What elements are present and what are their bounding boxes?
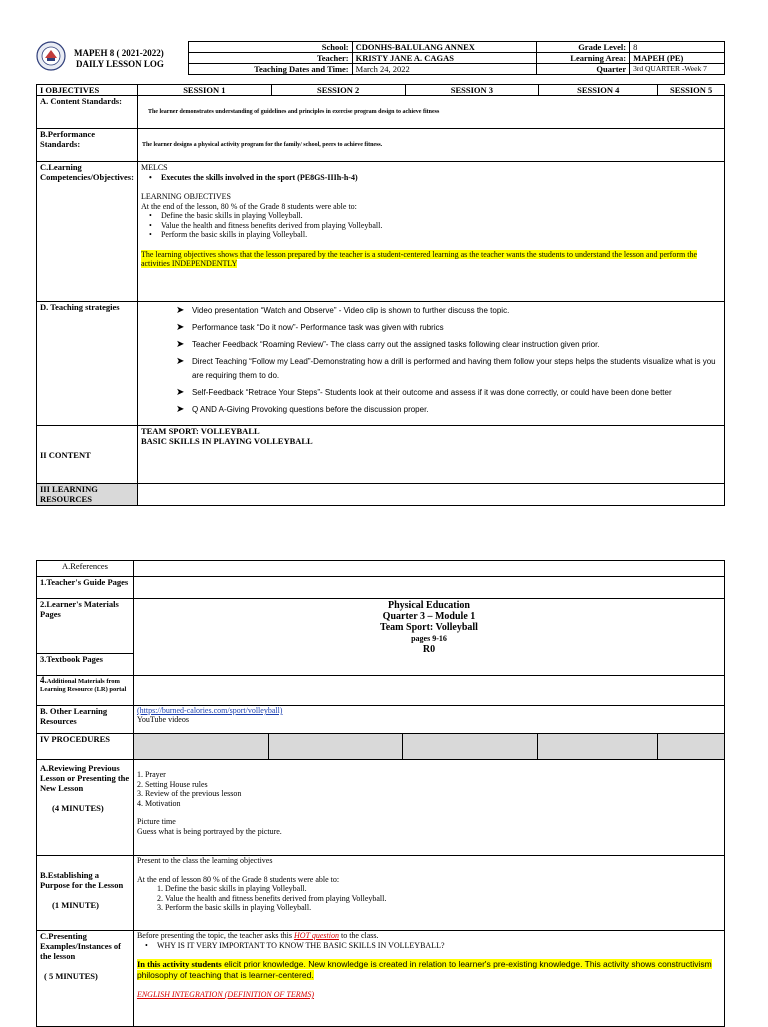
procedure-a-cell	[37, 760, 134, 856]
learners-materials-label: 2.Learner's Materials Pages	[37, 599, 134, 654]
grade-label: Grade Level:	[537, 42, 630, 53]
list-item: 1. Define the basic skills in playing Volleyball.	[165, 884, 721, 894]
teacher-value: KRISTY JANE A. CAGAS	[352, 53, 537, 64]
content-standards-text: The learner demonstrates understanding of guidelines and principles in exercise program design to achieve fitness	[147, 109, 440, 115]
school-label: School:	[189, 42, 353, 53]
procedure-c-intro-pre: Before presenting the topic, the teacher asks this	[136, 931, 295, 940]
strategies-list	[174, 304, 721, 417]
learning-objectives-intro: At the end of the lesson, 80 % of the Grade 8 students were able to:	[140, 201, 357, 211]
other-resources-link[interactable]: (https://burned-calories.com/sport/volleyball)	[136, 706, 283, 715]
hot-question-label: HOT question	[294, 931, 339, 940]
picture-time-instruction: Guess what is being portrayed by the picture.	[136, 826, 282, 836]
strategy-item: ➤ Q AND A-Giving Provoking questions before the discussion proper.	[174, 403, 721, 417]
module-topic: Team Sport: Volleyball	[379, 622, 478, 633]
module-subject: Physical Education	[387, 600, 470, 611]
header-table	[188, 41, 725, 75]
deped-seal-logo	[36, 41, 66, 71]
learning-resources-label: III LEARNING RESOURCES	[37, 484, 138, 506]
log-title-line1: MAPEH 8 ( 2021-2022)	[74, 48, 164, 58]
strategy-item: ➤ Teacher Feedback “Roaming Review”- The class carry out the assigned tasks following clear instruction given prior.	[174, 338, 721, 352]
competencies-label: C.Learning Competencies/Objectives:	[37, 162, 138, 302]
list-item: • Define the basic skills in playing Volleyball.	[141, 211, 721, 221]
performance-standards-text: The learner designs a physical activity program for the family/ school, peers to achieve fitness.	[141, 142, 383, 148]
procedure-b-end: At the end of lesson 80 % of the Grade 8 students were able to:	[136, 874, 340, 884]
module-quarter: Quarter 3 – Module 1	[382, 611, 476, 622]
teacher-label: Teacher:	[189, 53, 353, 64]
strategy-item: ➤ Direct Teaching “Follow my Lead”-Demonstrating how a drill is performed and having them follow your steps helps the students visualize what is you are requiring them to do.	[174, 355, 721, 383]
procedure-c-label: C.Presenting Examples/Instances of the lesson	[40, 931, 121, 961]
module-pages: pages 9-16	[411, 634, 447, 643]
procedure-b-list	[137, 884, 721, 913]
additional-materials-label	[37, 676, 134, 706]
strategy-item: ➤ Performance task “Do it now”- Performance task was given with rubrics	[174, 321, 721, 335]
list-item: 2. Setting House rules	[136, 779, 208, 789]
procedure-c-intro-post: to the class.	[338, 931, 379, 940]
hot-question: • WHY IS IT VERY IMPORTANT TO KNOW THE BASIC SKILLS IN VOLLEYBALL?	[137, 941, 721, 951]
english-integration: ENGLISH INTEGRATION (DEFINITION OF TERMS)	[136, 990, 314, 999]
constructivism-note	[137, 959, 721, 981]
session-4-header: SESSION 4	[539, 85, 658, 96]
list-item: 4. Motivation	[136, 798, 181, 808]
log-title	[74, 48, 184, 70]
procedure-a-time: (4 MINUTES)	[52, 803, 104, 813]
picture-time: Picture time	[136, 817, 176, 826]
other-resources-label: B. Other Learning Resources	[37, 706, 134, 734]
procedure-b-cell	[37, 856, 134, 931]
session-2-header: SESSION 2	[271, 85, 405, 96]
area-label: Learning Area:	[537, 53, 630, 64]
learning-resources-cell	[137, 484, 724, 506]
strategy-item: ➤ Video presentation “Watch and Observe” - Video clip is shown to further discuss the topic.	[174, 304, 721, 318]
list-item: 1. Prayer	[136, 770, 166, 779]
list-item: • Perform the basic skills in playing Volleyball.	[141, 230, 721, 240]
school-value: CDONHS-BALULANG ANNEX	[352, 42, 537, 53]
constructivism-note-rest: elicit prior knowledge. New knowledge is created in relation to learner's pre-existing knowledge. This activity shows constructivism philosophy of teaching that is learner-centered.	[136, 959, 712, 980]
teachers-guide-label: 1.Teacher's Guide Pages	[37, 577, 134, 599]
list-item: 2. Value the health and fitness benefits derived from playing Volleyball.	[165, 894, 721, 904]
strategy-item: ➤ Self-Feedback “Retrace Your Steps”- Students look at their outcome and assess if it was done correctly, or could have been done better	[174, 386, 721, 400]
list-item: 3. Perform the basic skills in playing Volleyball.	[165, 903, 721, 913]
procedures-label: IV PROCEDURES	[37, 734, 134, 760]
objectives-heading: I OBJECTIVES	[37, 85, 138, 96]
other-resources-text: YouTube videos	[136, 715, 189, 724]
melc-item: • Executes the skills involved in the sport (PE8GS-IIIh-h-4)	[141, 173, 721, 183]
content-label: II CONTENT	[37, 426, 138, 484]
additional-materials-num: 4.	[40, 675, 47, 685]
textbook-label: 3.Textbook Pages	[37, 654, 134, 676]
teaching-strategies-label: D. Teaching strategies	[37, 302, 138, 426]
dates-value: March 24, 2022	[352, 64, 537, 75]
student-centered-note: The learning objectives shows that the lesson prepared by the teacher is a student-centered learning as the teacher wants the students to understand the lesson and perform the activities INDEPENDENTLY	[140, 249, 697, 268]
lesson-table-1	[36, 84, 725, 506]
constructivism-note-lead: In this activity students	[136, 959, 222, 969]
session-3-header: SESSION 3	[405, 85, 539, 96]
melcs-heading: MELCS	[140, 163, 168, 172]
session-1-header: SESSION 1	[137, 85, 271, 96]
procedure-b-intro: Present to the class the learning objectives	[136, 856, 273, 865]
procedure-a-label: A.Reviewing Previous Lesson or Presenting the New Lesson	[40, 763, 130, 793]
session-5-header: SESSION 5	[658, 85, 725, 96]
content-line-2: BASIC SKILLS IN PLAYING VOLLEYBALL	[140, 436, 313, 446]
procedure-c-intro	[137, 931, 721, 941]
procedure-c-time: ( 5 MINUTES)	[44, 971, 98, 981]
module-revision: R0	[422, 644, 436, 655]
learning-objectives-list	[141, 211, 721, 240]
lesson-table-2	[36, 560, 725, 1027]
quarter-value: 3rd QUARTER -Week 7	[630, 64, 725, 75]
content-standards-label: A. Content Standards:	[37, 96, 138, 129]
additional-materials-text: Additional Materials from Learning Resource (LR) portal	[40, 678, 127, 693]
procedure-b-label: B.Establishing a Purpose for the Lesson	[40, 870, 124, 890]
performance-standards-label: B.Performance Standards:	[37, 129, 138, 162]
list-item: 3. Review of the previous lesson	[136, 789, 242, 798]
quarter-label: Quarter	[537, 64, 630, 75]
log-title-line2: DAILY LESSON LOG	[76, 59, 164, 69]
references-label: A.References	[37, 561, 134, 577]
procedure-b-time: (1 MINUTE)	[52, 900, 99, 910]
procedure-c-cell	[37, 931, 134, 1027]
content-line-1: TEAM SPORT: VOLLEYBALL	[140, 426, 260, 436]
grade-value: 8	[630, 42, 725, 53]
dates-label: Teaching Dates and Time:	[189, 64, 353, 75]
learning-objectives-heading: LEARNING OBJECTIVES	[140, 192, 231, 201]
area-value: MAPEH (PE)	[630, 53, 725, 64]
list-item: • Value the health and fitness benefits derived from playing Volleyball.	[141, 221, 721, 231]
